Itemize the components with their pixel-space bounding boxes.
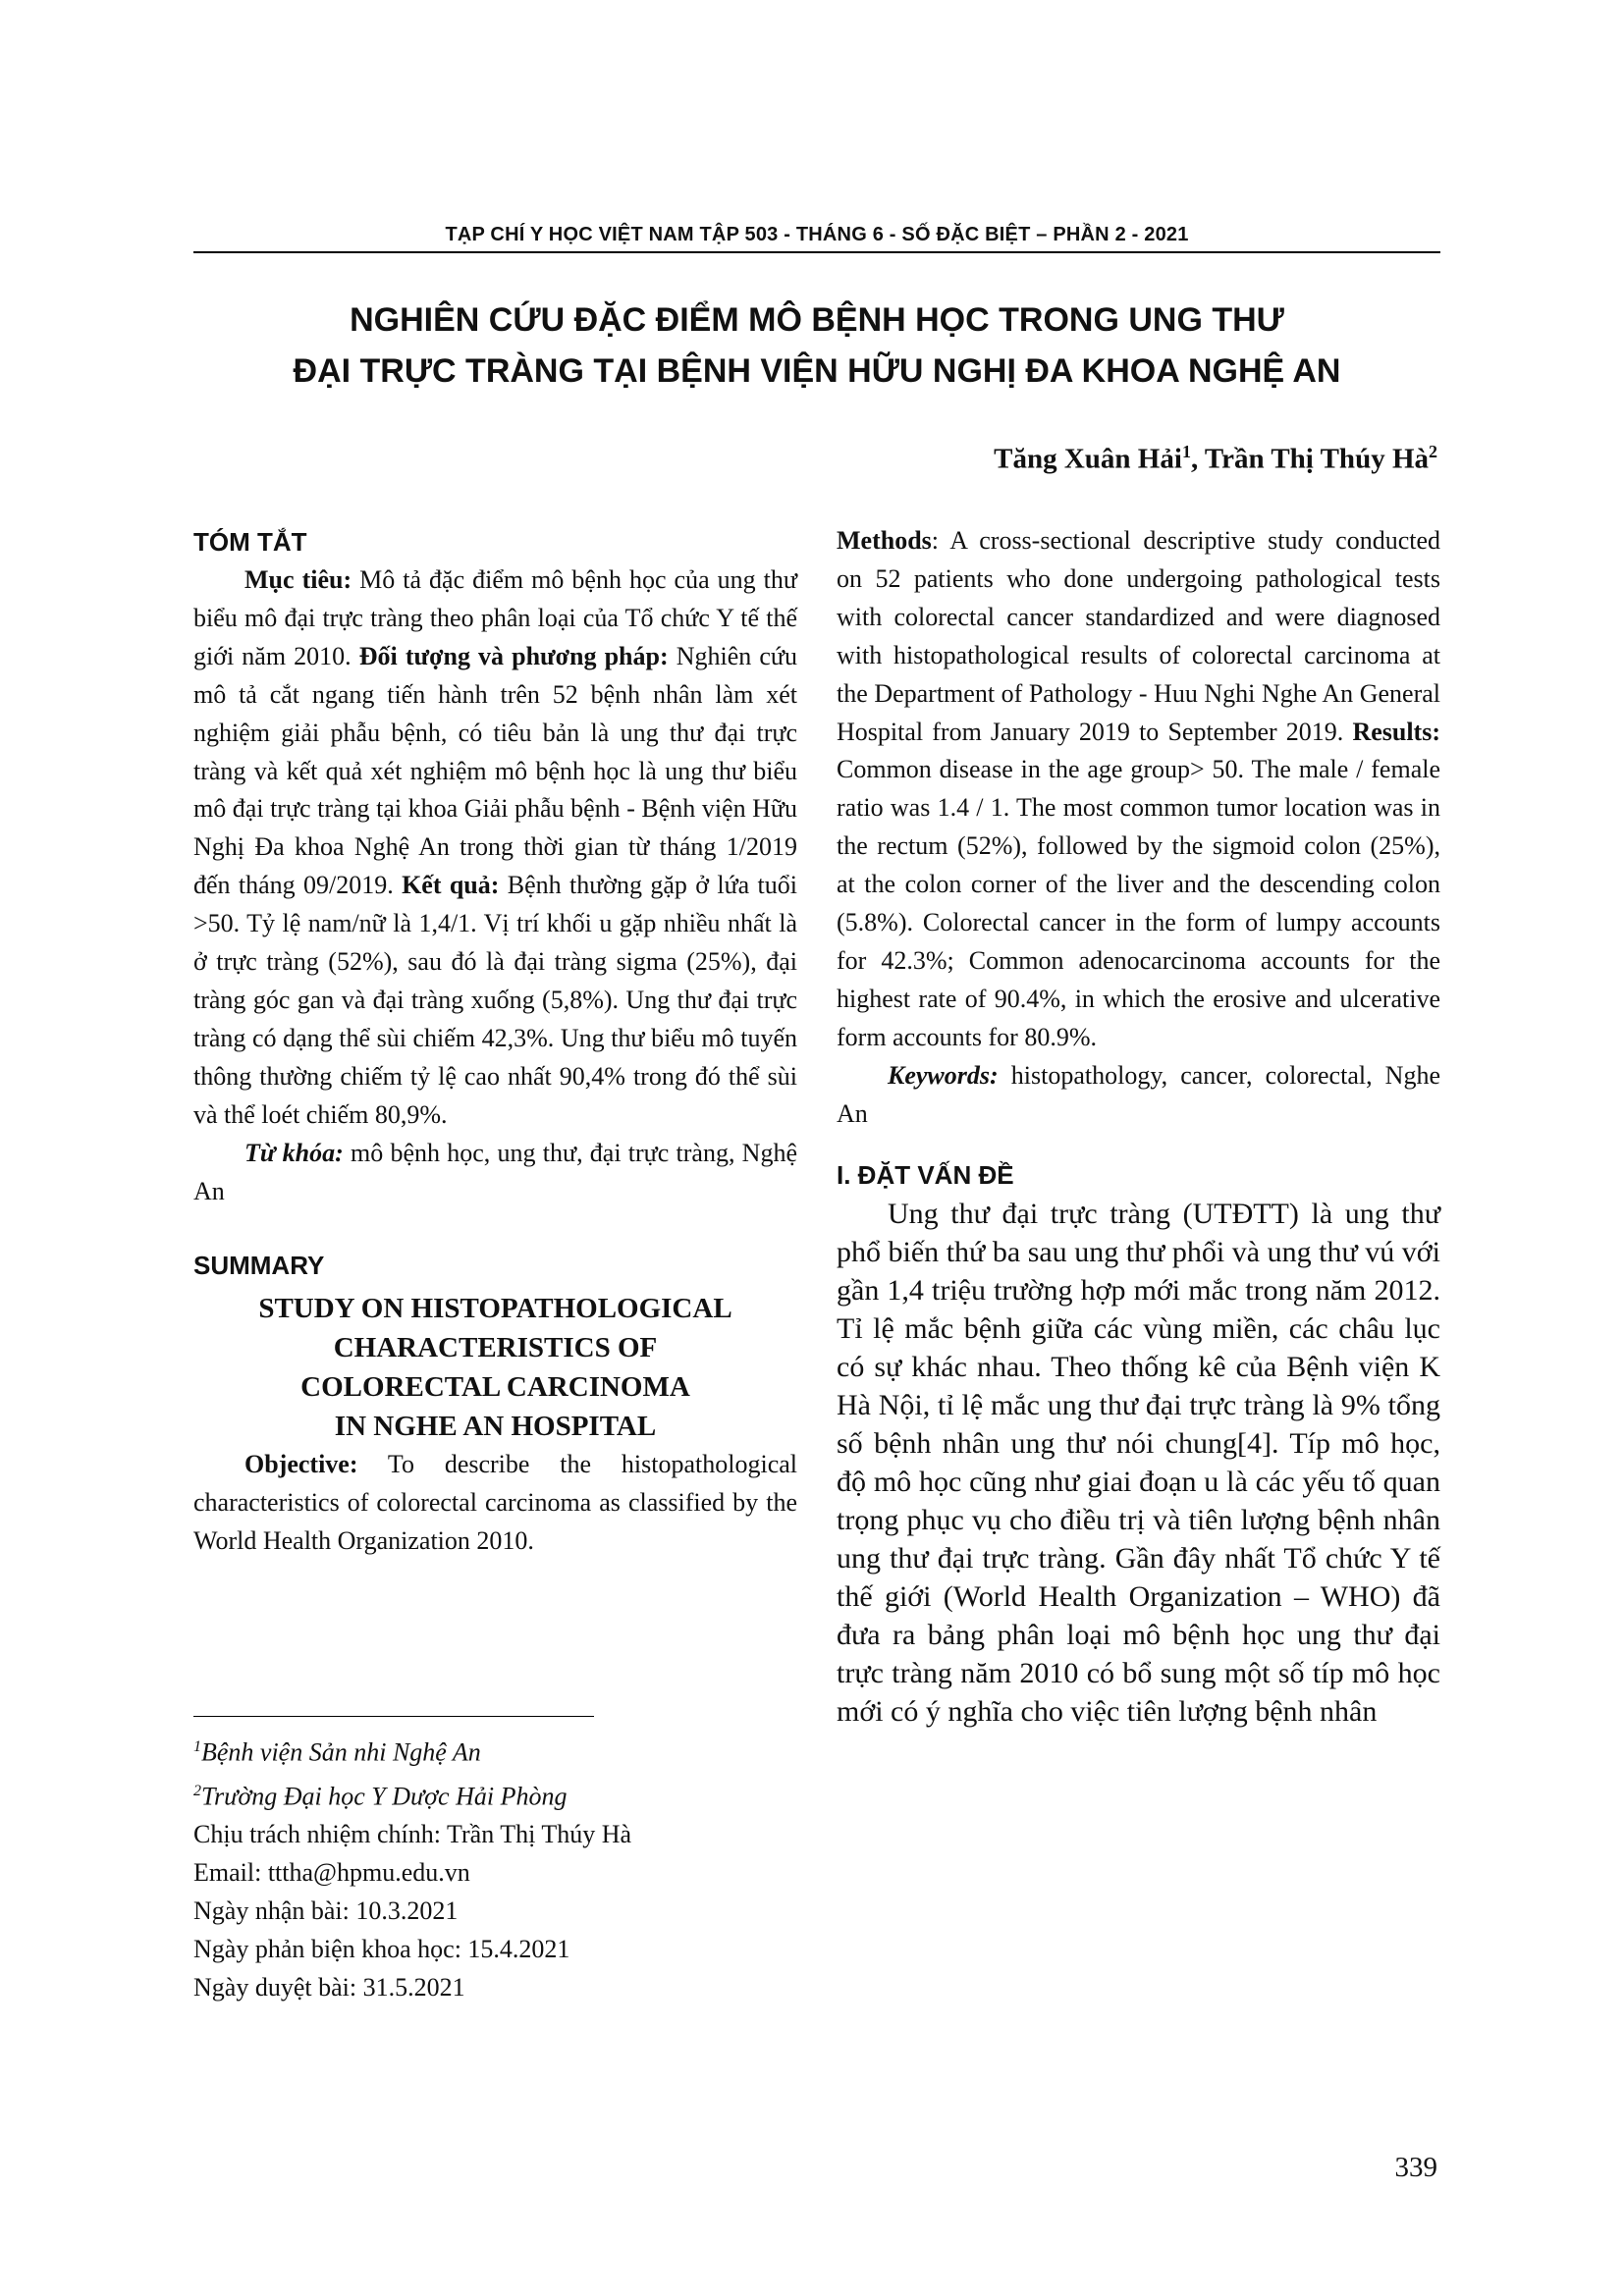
tomtat-paragraph [193, 561, 797, 1135]
summary-paragraph-start [193, 1446, 797, 1561]
summary-result-text: Common disease in the age group> 50. The male / female ratio was 1.4 / 1. The most common tumor location was in the rectum (52%), followed by the sigmoid colon (25%), at the colon corner of the liver and the descending colon (5.8%). Colorectal cancer in the form of lumpy accounts for 42.3%; Common adenocarcinoma accounts for the highest rate of 90.4%, in which the erosive and ulcerative form accounts for 80.9%. [837, 755, 1440, 1051]
summary-result-label: Results: [1352, 717, 1440, 746]
tomtat-keywords-text: mô bệnh học, ung thư, đại trực tràng, Nghệ An [193, 1138, 798, 1205]
summary-keywords [837, 1057, 1440, 1134]
tomtat-heading: TÓM TẮT [193, 527, 307, 557]
summary-method-label: Methods [837, 526, 932, 555]
right-column [837, 522, 1440, 1731]
footnote-received: Ngày nhận bài: 10.3.2021 [193, 1896, 459, 1926]
footnote-approved: Ngày duyệt bài: 31.5.2021 [193, 1973, 465, 2002]
tomtat-method-text: Nghiên cứu mô tả cắt ngang tiến hành trên 52 bệnh nhân làm xét nghiệm giải phẫu bệnh, có tiêu bản là ung thư đại trực tràng và kết quả xét nghiệm mô bệnh học là ung thư biểu mô đại trực tràng tại khoa Giải phẫu bệnh - Bệnh viện Hữu Nghị Đa khoa Nghệ An trong thời gian từ tháng 1/2019 đến tháng 09/2019. [193, 641, 797, 900]
summary-title-line-3: COLORECTAL CARCINOMA [300, 1371, 690, 1404]
section-1-heading: I. ĐẶT VẤN ĐỀ [837, 1159, 1014, 1190]
tomtat-objective-label: Mục tiêu: [244, 565, 352, 594]
footnote-reviewed: Ngày phản biện khoa học: 15.4.2021 [193, 1935, 570, 1964]
summary-title-line-2: CHARACTERISTICS OF [333, 1332, 658, 1364]
author-2-affil: 2 [1429, 442, 1437, 461]
title-line-1: NGHIÊN CỨU ĐẶC ĐIỂM MÔ BỆNH HỌC TRONG UNG THƯ [350, 301, 1284, 339]
footnote-affil-1-sup: 1 [193, 1738, 201, 1755]
summary-keywords-label: Keywords: [888, 1060, 999, 1090]
journal-header: TẠP CHÍ Y HỌC VIỆT NAM TẬP 503 - THÁNG 6 - SỐ ĐẶC BIỆT – PHẦN 2 - 2021 [445, 224, 1189, 245]
tomtat-objective-text: Mô tả đặc điểm mô bệnh học của ung thư biểu mô đại trực tràng theo phân loại của Tổ chức Y tế thế giới năm 2010. [193, 565, 797, 670]
author-separator: , [1190, 443, 1205, 475]
tomtat-method-label: Đối tượng và phương pháp: [358, 641, 669, 670]
title-line-2: ĐẠI TRỰC TRÀNG TẠI BỆNH VIỆN HỮU NGHỊ ĐA KHOA NGHỆ AN [293, 352, 1341, 390]
page-number: 339 [1394, 2152, 1437, 2183]
summary-heading: SUMMARY [193, 1251, 325, 1281]
summary-keywords-text: histopathology, cancer, colorectal, Nghe An [837, 1060, 1440, 1128]
summary-title-line-1: STUDY ON HISTOPATHOLOGICAL [258, 1293, 732, 1325]
tomtat-result-text: Bệnh thường gặp ở lứa tuổi >50. Tỷ lệ nam/nữ là 1,4/1. Vị trí khối u gặp nhiều nhất là ở trực tràng (52%), sau đó là đại tràng sigma (25%), đại tràng góc gan và đại tràng xuống (5,8%). Ung thư đại trực tràng có dạng thể sùi chiếm 42,3%. Ung thư biểu mô tuyến thông thường chiếm tỷ lệ cao nhất 90,4% trong đó thể sùi và thể loét chiếm 80,9%. [193, 871, 797, 1129]
footnote-affil-2-sup: 2 [193, 1782, 201, 1799]
tomtat-result-label: Kết quả: [402, 871, 500, 900]
summary-title [193, 1289, 797, 1446]
author-1-affil: 1 [1181, 442, 1191, 461]
author-1: Tăng Xuân Hải [994, 443, 1182, 475]
header-rule [193, 251, 1440, 253]
summary-paragraph-cont [837, 522, 1440, 1057]
footnote-responsible: Chịu trách nhiệm chính: Trần Thị Thúy Hà [193, 1820, 632, 1849]
summary-objective-label: Objective: [244, 1450, 358, 1479]
authors [994, 442, 1437, 476]
summary-title-line-4: IN NGHE AN HOSPITAL [334, 1411, 657, 1443]
summary-objective-text: To describe the histopathological characteristics of colorectal carcinoma as classified by the World Health Organization 2010. [193, 1450, 797, 1556]
footnote-affil-2-text: Trường Đại học Y Dược Hải Phòng [201, 1782, 568, 1811]
footnote-affil-1 [193, 1728, 631, 1772]
tomtat-keywords [193, 1135, 797, 1211]
section-1-text: Ung thư đại trực tràng (UTĐTT) là ung thư phổ biến thứ ba sau ung thư phổi và ung thư vú với gần 1,4 triệu trường hợp mới mắc trong năm 2012. Tỉ lệ mắc bệnh giữa các vùng miền, các châu lục có sự khác nhau. Theo thống kê của Bệnh viện K Hà Nội, tỉ lệ mắc ung thư đại trực tràng là 9% tổng số bệnh nhân ung thư nói chung[4]. Típ mô học, độ mô học cũng như giai đoạn u là các yếu tố quan trọng phục vụ cho điều trị và tiên lượng bệnh nhân ung thư đại trực tràng. Gần đây nhất Tổ chức Y tế thế giới (World Health Organization – WHO) đã đưa ra bảng phân loại mô bệnh học ung thư đại trực tràng năm 2010 có bổ sung một số típ mô học mới có ý nghĩa cho việc tiên lượng bệnh nhân [837, 1197, 1440, 1728]
footnote-affil-2 [193, 1772, 631, 1816]
footnote-affil-1-text: Bệnh viện Sản nhi Nghệ An [201, 1737, 481, 1767]
article-title [193, 294, 1440, 397]
author-2: Trần Thị Thúy Hà [1204, 443, 1429, 475]
footnotes [193, 1728, 631, 2006]
footnote-rule [193, 1716, 594, 1717]
tomtat-keywords-label: Từ khóa: [244, 1138, 344, 1167]
footnote-email: Email: tttha@hpmu.edu.vn [193, 1858, 470, 1888]
summary-method-text: : A cross-sectional descriptive study conducted on 52 patients who done undergoing pathological tests with colorectal cancer standardized and were diagnosed with histopathological results of colorectal carcinoma at the Department of Pathology - Huu Nghi Nghe An General Hospital from January 2019 to September 2019. [837, 526, 1440, 746]
left-column [193, 522, 797, 1561]
